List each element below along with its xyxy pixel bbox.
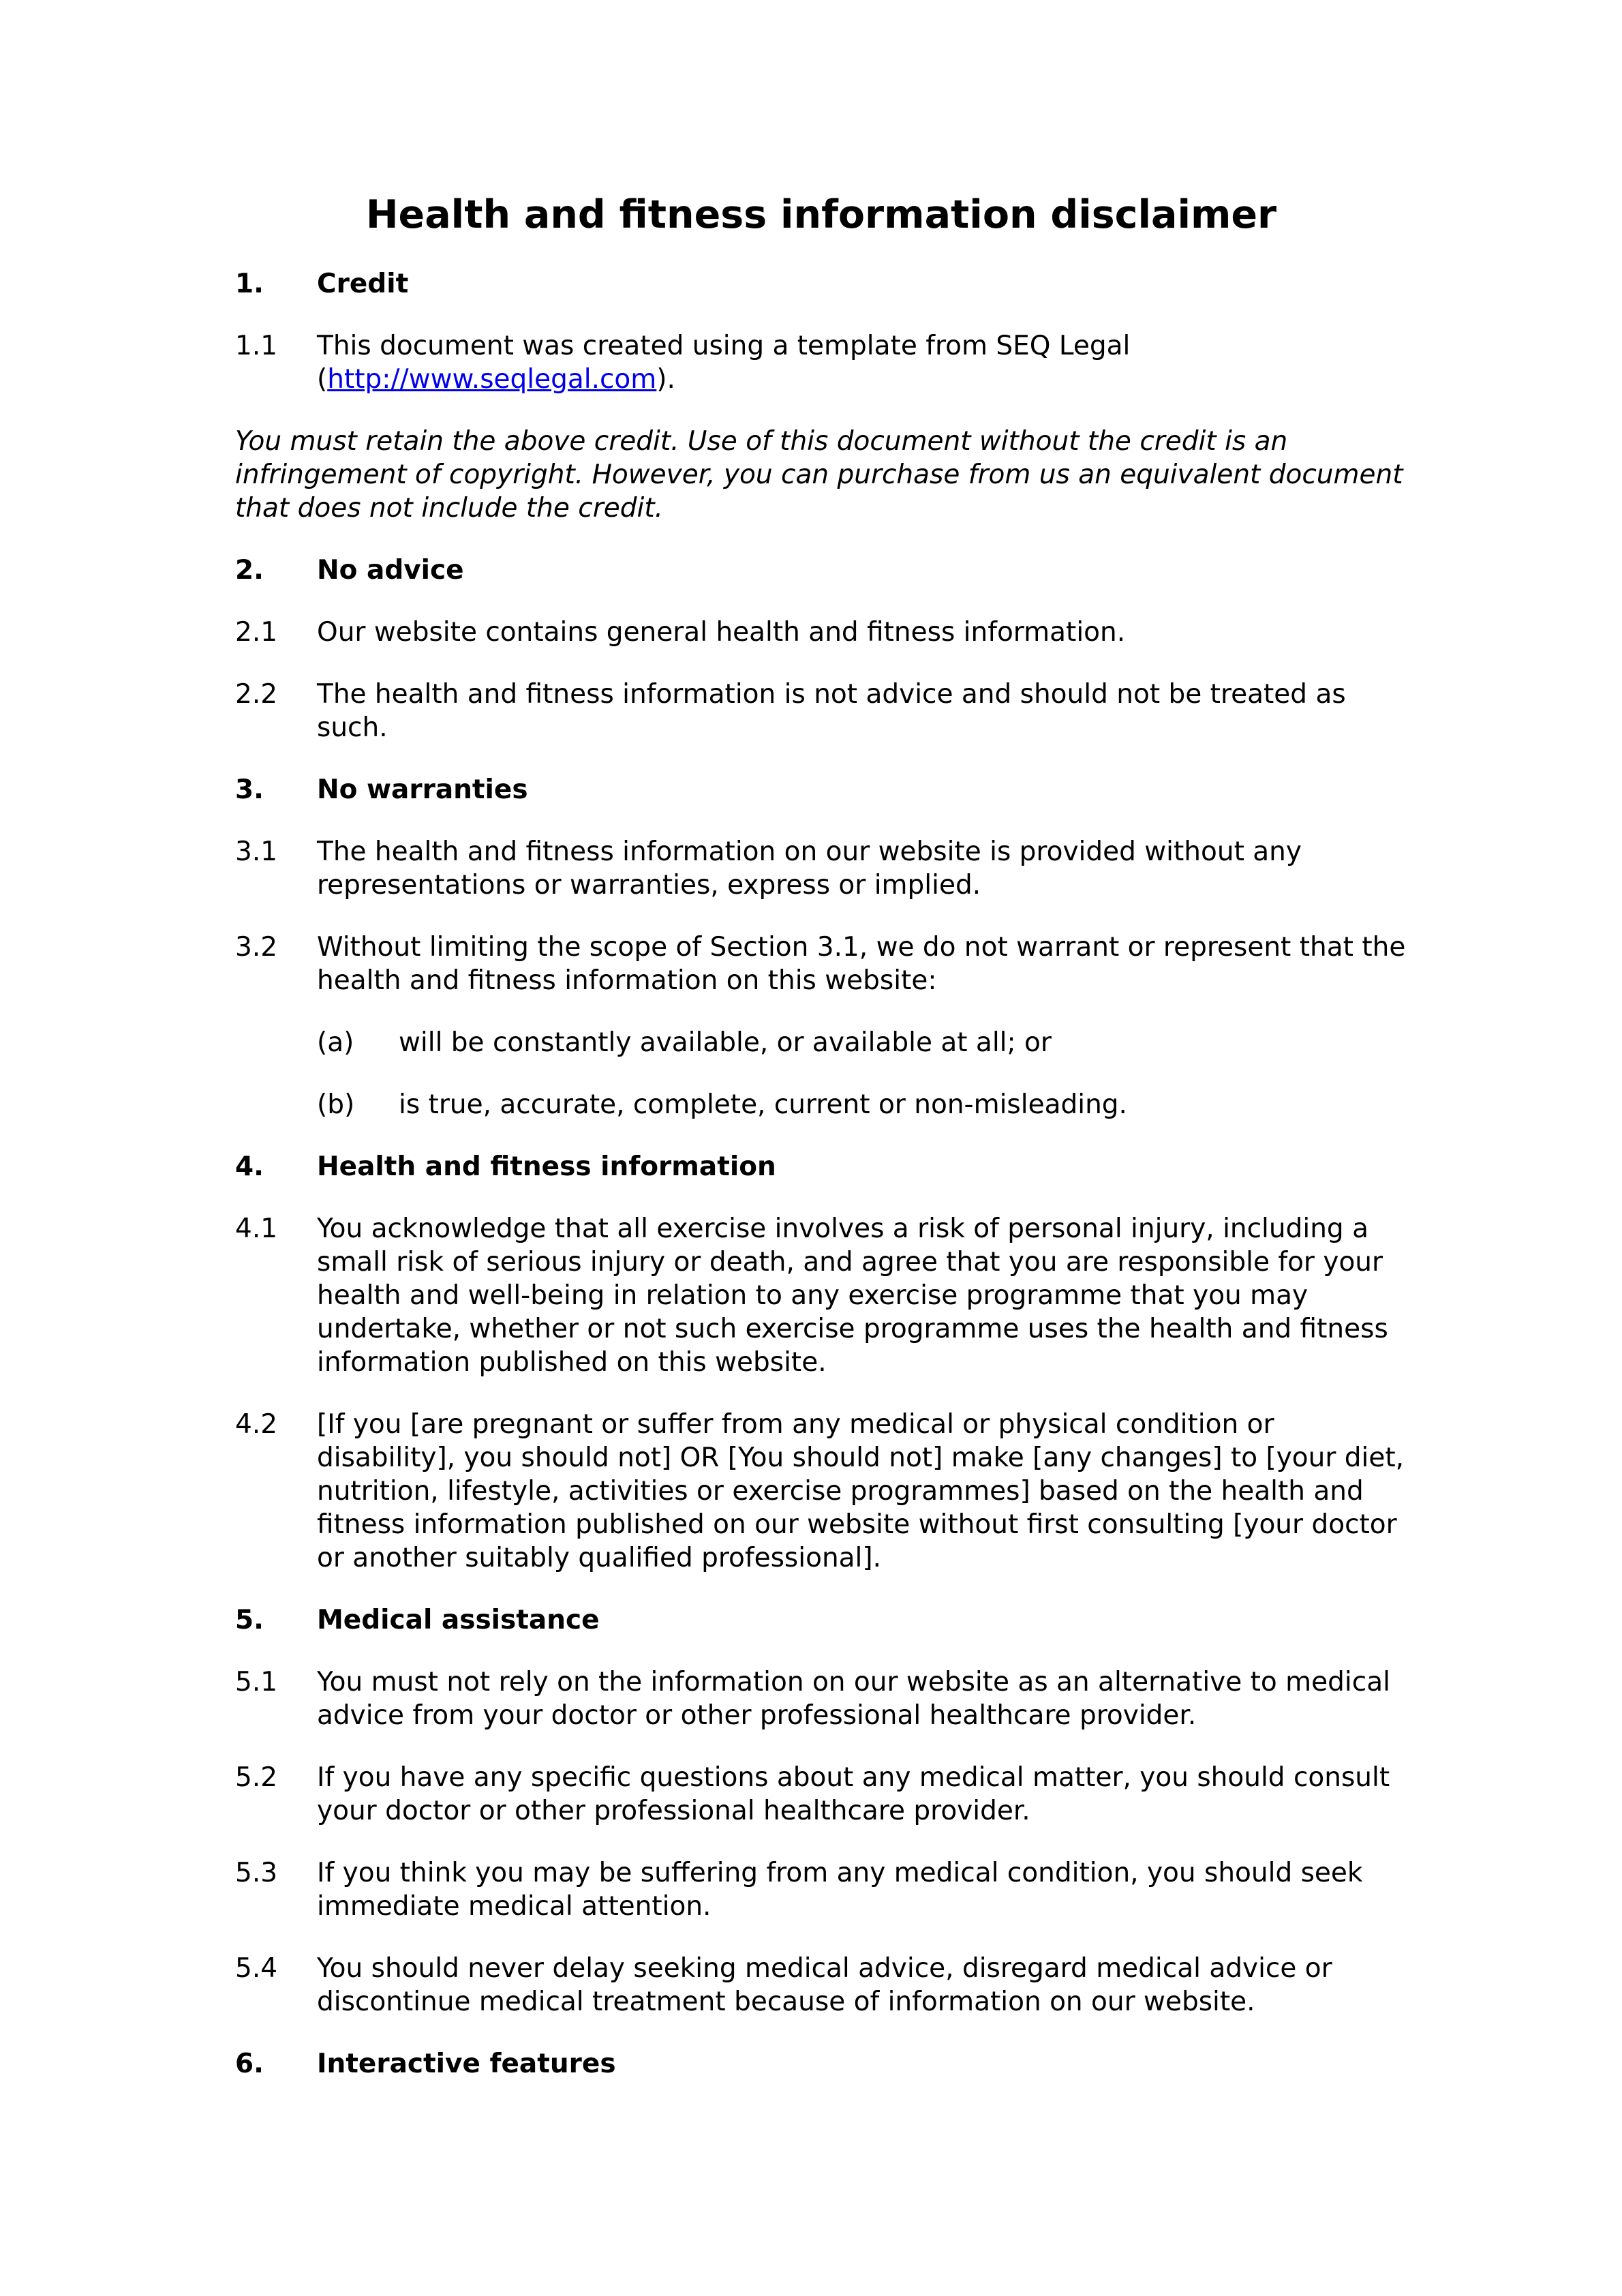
section-number: 5.	[235, 1605, 264, 1635]
credit-note: You must retain the above credit. Use of this document without the credit is an infringement of copyright. However, you can purchase from us an equivalent document that does not include the credit.	[235, 426, 1403, 524]
clause-number: 3.1	[235, 836, 278, 867]
section-heading-no-warranties	[235, 773, 1407, 806]
sub-item-text: is true, accurate, complete, current or non-misleading.	[399, 1089, 1127, 1120]
clause-text: The health and fitness information on our website is provided without any representations or warranties, express or implied.	[317, 836, 1302, 901]
clause-number: 2.2	[235, 679, 278, 710]
section-heading-medical-assistance	[235, 1603, 1407, 1637]
clause-text: You should never delay seeking medical advice, disregard medical advice or discontinue medical treatment because of information on our website.	[317, 1953, 1332, 2017]
sub-item-label: (b)	[317, 1089, 355, 1120]
seqlegal-link[interactable]: http://www.seqlegal.com	[327, 364, 657, 395]
clause-text: [If you [are pregnant or suffer from any medical or physical condition or disability], you should not] OR [You should not] make [any changes] to [your diet, nutrition, lifestyle, activities or exercise programmes] based on the health and fitness information published on our website without first consulting [your doctor or another suitably qualified professional].	[317, 1409, 1405, 1573]
section-heading-no-advice	[235, 554, 1407, 587]
sub-item-a	[317, 1026, 1407, 1059]
sub-item-label: (a)	[317, 1027, 354, 1058]
section-number: 3.	[235, 774, 264, 805]
section-number: 1.	[235, 269, 264, 299]
clause-number: 5.1	[235, 1667, 278, 1697]
document-page	[235, 191, 1407, 2109]
clause-text: You must not rely on the information on our website as an alternative to medical advice from your doctor or other professional healthcare provider.	[317, 1667, 1390, 1731]
section-heading-interactive-features	[235, 2047, 1407, 2081]
clause-text: If you have any specific questions about any medical matter, you should consult your doctor or other professional healthcare provider.	[317, 1762, 1390, 1826]
clause-5-3	[235, 1856, 1407, 1923]
section-title: Health and fitness information	[317, 1151, 776, 1182]
section-heading-credit	[235, 267, 1407, 301]
clause-number: 4.2	[235, 1409, 278, 1440]
clause-number: 5.2	[235, 1762, 278, 1793]
clause-text	[317, 329, 1407, 396]
section-number: 6.	[235, 2049, 264, 2079]
sub-item-b	[317, 1088, 1407, 1121]
section-title: Credit	[317, 269, 409, 299]
clause-number: 5.3	[235, 1858, 278, 1888]
clause-text-part: This document was created using a template from SEQ Legal (	[317, 331, 1131, 395]
clause-2-1	[235, 616, 1407, 649]
section-number: 2.	[235, 555, 264, 586]
clause-number: 3.2	[235, 932, 278, 963]
clause-5-1	[235, 1665, 1407, 1732]
clause-4-1	[235, 1212, 1407, 1379]
clause-5-4	[235, 1952, 1407, 2019]
clause-text: Without limiting the scope of Section 3.1, we do not warrant or represent that the health and fitness information on this website:	[317, 932, 1406, 996]
clause-text-part: ).	[656, 364, 675, 395]
clause-5-2	[235, 1761, 1407, 1828]
clause-3-1	[235, 835, 1407, 902]
clause-text: Our website contains general health and fitness information.	[317, 617, 1126, 648]
clause-2-2	[235, 678, 1407, 744]
document-title: Health and fitness information disclaimer	[365, 192, 1277, 237]
clause-number: 1.1	[235, 331, 278, 361]
section-title: Medical assistance	[317, 1605, 600, 1635]
clause-number: 4.1	[235, 1213, 278, 1244]
clause-text: The health and fitness information is not advice and should not be treated as such.	[317, 679, 1346, 743]
section-title: No warranties	[317, 774, 528, 805]
clause-number: 2.1	[235, 617, 278, 648]
section-title: Interactive features	[317, 2049, 616, 2079]
section-title: No advice	[317, 555, 464, 586]
clause-3-2	[235, 931, 1407, 997]
clause-text: You acknowledge that all exercise involves a risk of personal injury, including a small risk of serious injury or death, and agree that you are responsible for your health and well-being in relation to any exercise programme that you may undertake, whether or not such exercise programme uses the health and fitness information published on this website.	[317, 1213, 1388, 1378]
clause-text: If you think you may be suffering from any medical condition, you should seek immediate medical attention.	[317, 1858, 1363, 1922]
clause-number: 5.4	[235, 1953, 278, 1984]
section-number: 4.	[235, 1151, 264, 1182]
clause-4-2	[235, 1408, 1407, 1575]
clause-1-1	[235, 329, 1407, 396]
section-heading-health-fitness	[235, 1150, 1407, 1183]
sub-item-text: will be constantly available, or available at all; or	[399, 1027, 1052, 1058]
